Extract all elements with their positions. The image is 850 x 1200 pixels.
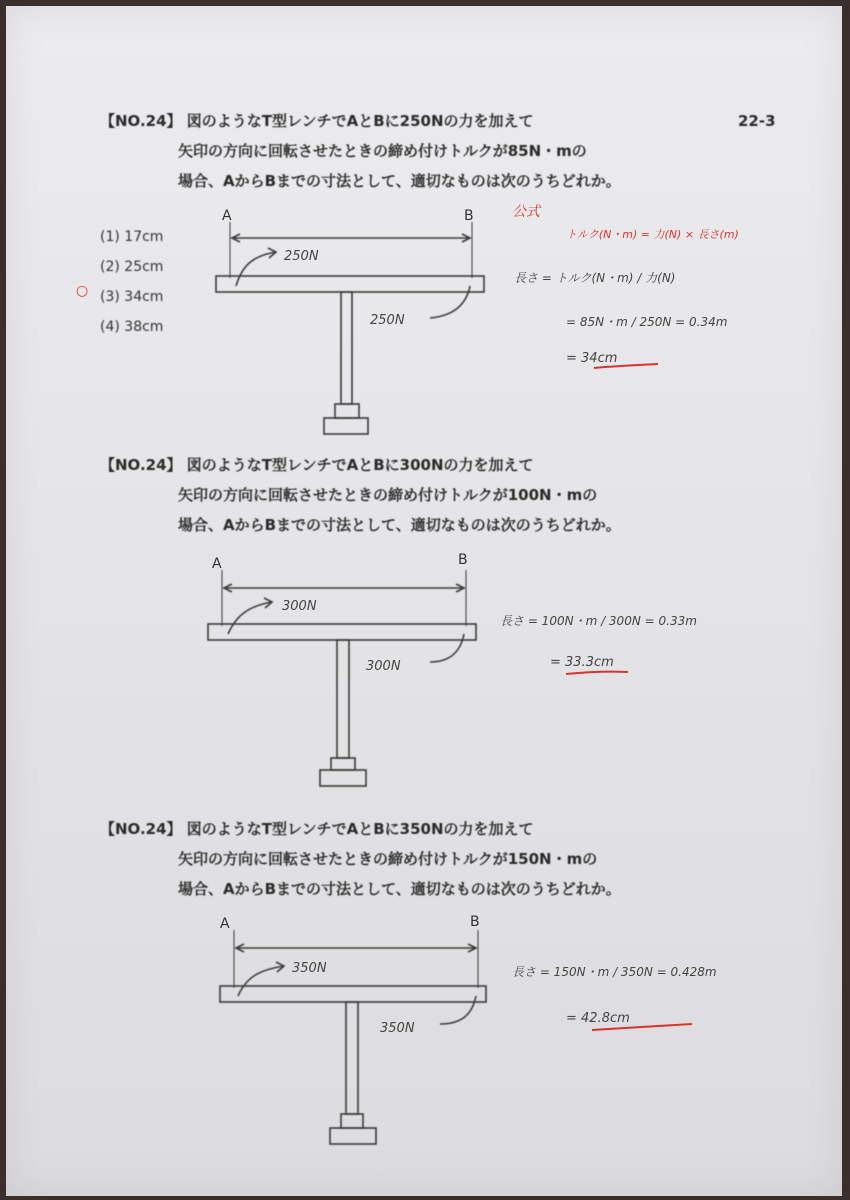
force-label-bottom: 350N [380, 1021, 415, 1036]
question-2-line-3: 場合、AからBまでの寸法として、適切なものは次のうちどれか。 [178, 516, 621, 534]
label-a: A [222, 208, 232, 224]
choice-3: (3) 34cm [100, 289, 164, 305]
note-2-step-1: 長さ = 100N・m / 300N = 0.33m [500, 614, 697, 628]
label-a: A [212, 556, 222, 572]
label-b: B [458, 552, 468, 568]
question-2-line-1: 【NO.24】 図のようなT型レンチでAとBに300Nの力を加えて [100, 456, 534, 474]
choice-2: (2) 25cm [100, 259, 164, 275]
question-3-line-1: 【NO.24】 図のようなT型レンチでAとBに350Nの力を加えて [100, 820, 534, 838]
force-label-top: 300N [282, 599, 317, 614]
note-1-step-1: 長さ = トルク(N・m) / 力(N) [514, 271, 676, 285]
force-label-bottom: 250N [370, 313, 405, 328]
selected-answer-mark: ○ [76, 283, 89, 299]
question-1-line-2: 矢印の方向に回転させたときの締め付けトルクが85N・mの [178, 142, 587, 160]
force-label-bottom: 300N [366, 659, 401, 674]
force-label-top: 250N [284, 249, 319, 264]
note-1-answer: = 34cm [566, 351, 618, 366]
note-2-answer: = 33.3cm [550, 655, 614, 670]
question-3-line-3: 場合、AからBまでの寸法として、適切なものは次のうちどれか。 [178, 880, 621, 898]
label-b: B [464, 208, 474, 224]
note-formula: トルク(N・m) = 力(N) × 長さ(m) [566, 228, 739, 241]
choice-1: (1) 17cm [100, 229, 164, 245]
note-3-answer: = 42.8cm [566, 1011, 630, 1026]
question-3-line-2: 矢印の方向に回転させたときの締め付けトルクが150N・mの [178, 850, 598, 868]
label-a: A [220, 916, 230, 932]
question-2-line-2: 矢印の方向に回転させたときの締め付けトルクが100N・mの [178, 486, 598, 504]
force-label-top: 350N [292, 961, 327, 976]
choice-4: (4) 38cm [100, 319, 164, 335]
note-3-step-1: 長さ = 150N・m / 350N = 0.428m [512, 965, 717, 979]
label-b: B [470, 914, 480, 930]
note-1-step-2: = 85N・m / 250N = 0.34m [566, 315, 728, 329]
question-1-line-3: 場合、AからBまでの寸法として、適切なものは次のうちどれか。 [178, 172, 621, 190]
note-formula-title: 公式 [512, 204, 540, 220]
page-number: 22-3 [738, 112, 776, 130]
question-1-line-1: 【NO.24】 図のようなT型レンチでAとBに250Nの力を加えて [100, 112, 534, 130]
